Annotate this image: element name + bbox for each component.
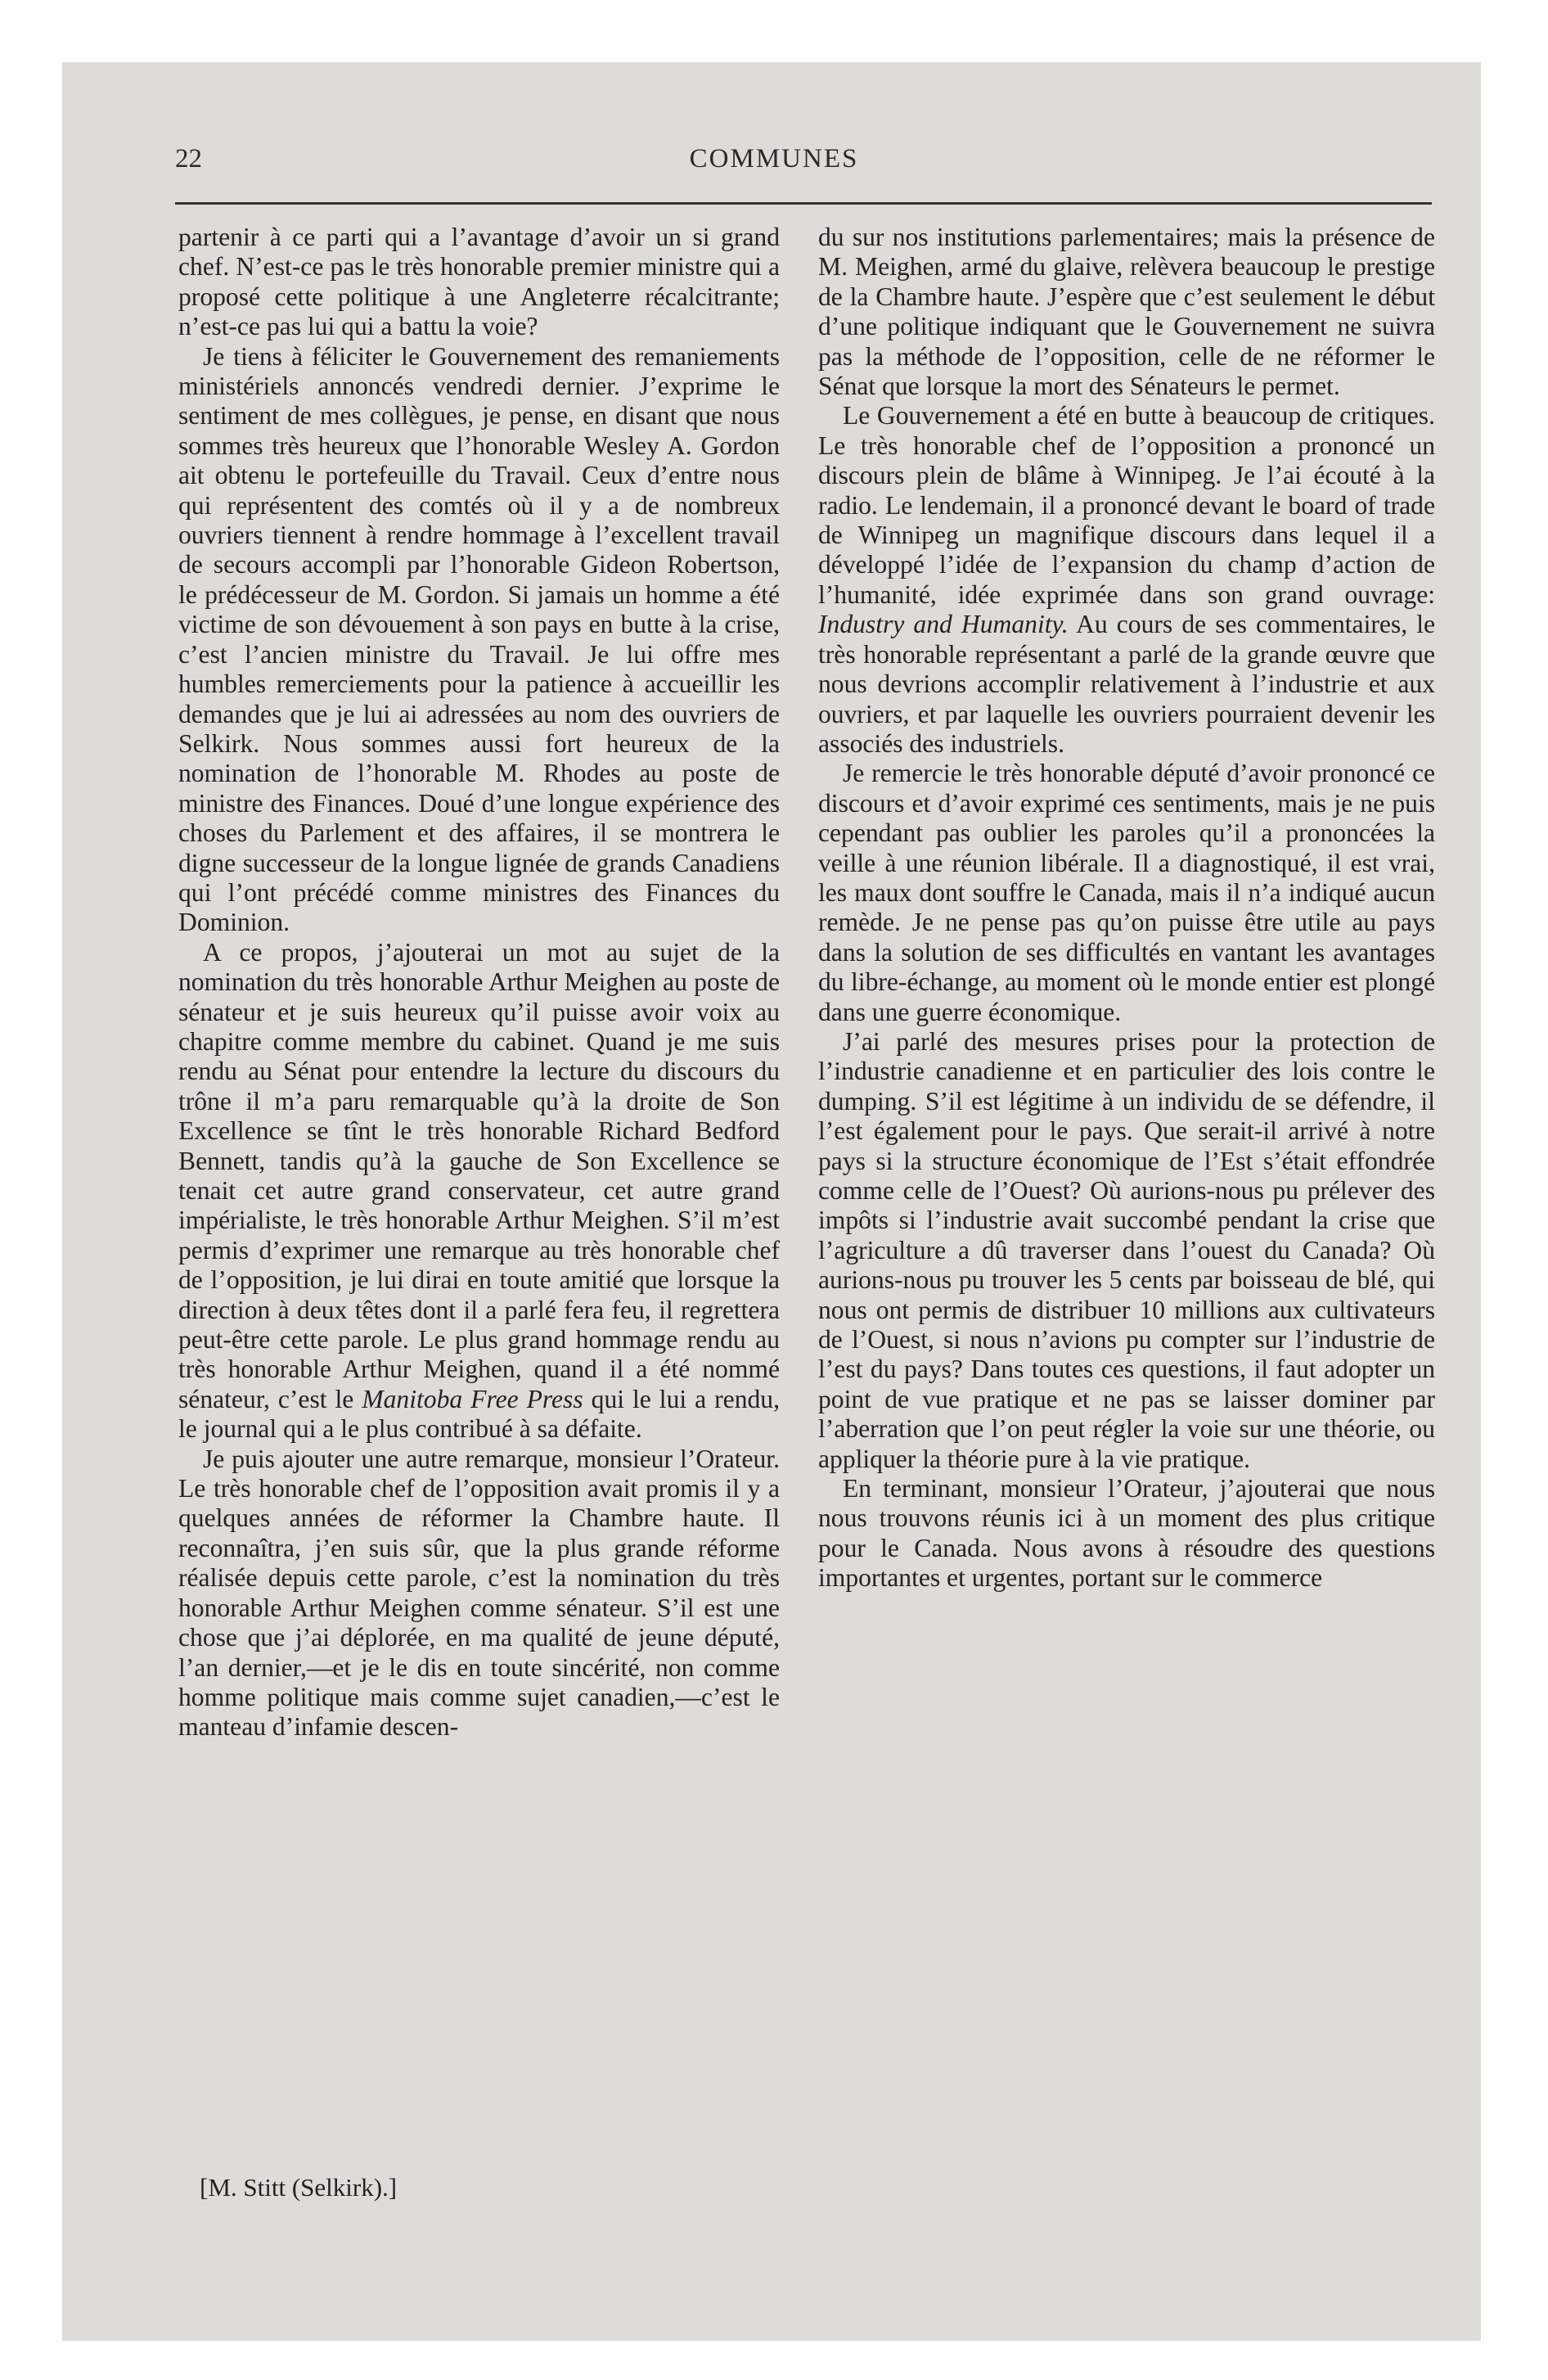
- running-title: COMMUNES: [689, 144, 859, 174]
- paragraph-text: A ce propos, j’ajouterai un mot au sujet de la nomination du très honorable Arthur Meighen au poste de sénateur et je suis heureux qu’il puisse avoir voix au chapitre comme membre du cabinet. Quand je me suis rendu au Sénat pour entendre la lecture du discours du trône il m’a paru remarquable qu’à la droite de Son Excellence se tînt le très honorable Richard Bedford Bennett, tandis qu’à la gauche de Son Excellence se tenait cet autre grand conservateur, cet autre grand impérialiste, le très honorable Arthur Meighen. S’il m’est permis d’exprimer une remarque au très honorable chef de l’opposition, je lui dirai en toute amitié que lorsque la direction à deux têtes dont il a parlé fera feu, il regrettera peut-être cette parole. Le plus grand hommage rendu au très honorable Arthur Meighen, quand il a été nommé sénateur, c’est le: [178, 937, 780, 1413]
- paragraph: Je tiens à féliciter le Gouvernement des remaniements ministériels annoncés vendredi dernier. J’exprime le sentiment de mes collègues, je pense, en disant que nous sommes très heureux que l’honorable Wesley A. Gordon ait obtenu le portefeuille du Travail. Ceux d’entre nous qui représentent des comtés où il y a de nombreux ouvriers tiennent à rendre hommage à l’excellent travail de secours accompli par l’honorable Gideon Robertson, le prédécesseur de M. Gordon. Si jamais un homme a été victime de son dévouement à son pays en butte à la crise, c’est l’ancien ministre du Travail. Je lui offre mes humbles remerciements pour la patience à accueillir les demandes que je lui ai adressées au nom des ouvriers de Selkirk. Nous sommes aussi fort heureux de la nomination de l’honorable M. Rhodes au poste de ministre des Finances. Doué d’une longue expérience des choses du Parlement et des affaires, il se montrera le digne successeur de la longue lignée de grands Canadiens qui l’ont précédé comme ministres des Finances du Dominion.: [178, 341, 780, 937]
- page-number: 22: [175, 144, 202, 174]
- paragraph-text: Au cours de ses commentaires, le très honorable représentant a parlé de la grande œuvre que nous devrions accomplir relativement à l’industrie et aux ouvriers, et par laquelle les ouvriers pourraient devenir les associés des industriels.: [818, 610, 1436, 758]
- speaker-attribution: [M. Stitt (Selkirk).]: [200, 2173, 398, 2202]
- right-column: [818, 223, 1435, 1593]
- paragraph: Je puis ajouter une autre remarque, monsieur l’Orateur. Le très honorable chef de l’opposition avait promis il y a quelques années de réformer la Chambre haute. Il reconnaîtra, j’en suis sûr, que la plus grande réforme réalisée depuis cette parole, c’est la nomination du très honorable Arthur Meighen comme sénateur. S’il est une chose que j’ai déplorée, en ma qualité de jeune député, l’an dernier,—et je le dis en toute sincérité, non comme homme politique mais comme sujet canadien,—c’est le manteau d’infamie descen-: [178, 1444, 780, 1742]
- paragraph: En terminant, monsieur l’Orateur, j’ajouterai que nous nous trouvons réunis ici à un moment des plus critique pour le Canada. Nous avons à résoudre des questions importantes et urgentes, portant sur le commerce: [818, 1474, 1435, 1593]
- paragraph: J’ai parlé des mesures prises pour la protection de l’industrie canadienne et en particulier des lois contre le dumping. S’il est légitime à un individu de se défendre, il l’est également pour le pays. Que serait-il arrivé à notre pays si la structure économique de l’Est s’était effondrée comme celle de l’Ouest? Où aurions-nous pu prélever des impôts si l’industrie avait succombé pendant la crise que l’agriculture a dû traverser dans l’ouest du Canada? Où aurions-nous pu trouver les 5 cents par boisseau de blé, qui nous ont permis de distribuer 10 millions aux cultivateurs de l’Ouest, si nous n’avions pu compter sur l’industrie de l’est du pays? Dans toutes ces questions, il faut adopter un point de vue pratique et ne pas se laisser dominer par l’aberration que l’on peut régler la voie sur une théorie, ou appliquer la théorie pure à la vie pratique.: [818, 1026, 1435, 1473]
- paragraph: [178, 938, 780, 1445]
- paragraph-text: Le Gouvernement a été en butte à beaucoup de critiques. Le très honorable chef de l’opposition a prononcé un discours plein de blâme à Winnipeg. Je l’ai écouté à la radio. Le lendemain, il a prononcé devant le board of trade de Winnipeg un magnifique discours dans lequel il a développé l’idée de l’expansion du champ d’action de l’humanité, idée exprimée dans son grand ouvrage:: [818, 401, 1435, 609]
- newspaper-title: Manitoba Free Press: [362, 1384, 583, 1413]
- left-column: [178, 223, 780, 1742]
- paragraph: [818, 401, 1435, 759]
- paragraph-text: qui le lui a rendu, le journal qui a le plus contribué à sa défaite.: [178, 1384, 780, 1444]
- paragraph: du sur nos institutions parlementaires; mais la présence de M. Meighen, armé du glaive, relèvera beaucoup le prestige de la Chambre haute. J’espère que c’est seulement le début d’une politique indiquant que le Gouvernement ne suivra pas la méthode de l’opposition, celle de ne réformer le Sénat que lorsque la mort des Sénateurs le permet.: [818, 223, 1435, 401]
- paragraph: partenir à ce parti qui a l’avantage d’avoir un si grand chef. N’est-ce pas le très honorable premier ministre qui a proposé cette politique à une Angleterre récalcitrante; n’est-ce pas lui qui a battu la voie?: [178, 223, 780, 341]
- header-rule: [175, 202, 1432, 205]
- paragraph: Je remercie le très honorable député d’avoir prononcé ce discours et d’avoir exprimé ces sentiments, mais je ne puis cependant pas oublier les paroles qu’il a prononcées la veille à une réunion libérale. Il a diagnostiqué, il est vrai, les maux dont souffre le Canada, mais il n’a indiqué aucun remède. Je ne pense pas qu’on puisse être utile au pays dans la solution de ses difficultés en vantant les avantages du libre-échange, au moment où le monde entier est plongé dans une guerre économique.: [818, 759, 1435, 1026]
- book-title: Industry and Humanity.: [818, 610, 1069, 639]
